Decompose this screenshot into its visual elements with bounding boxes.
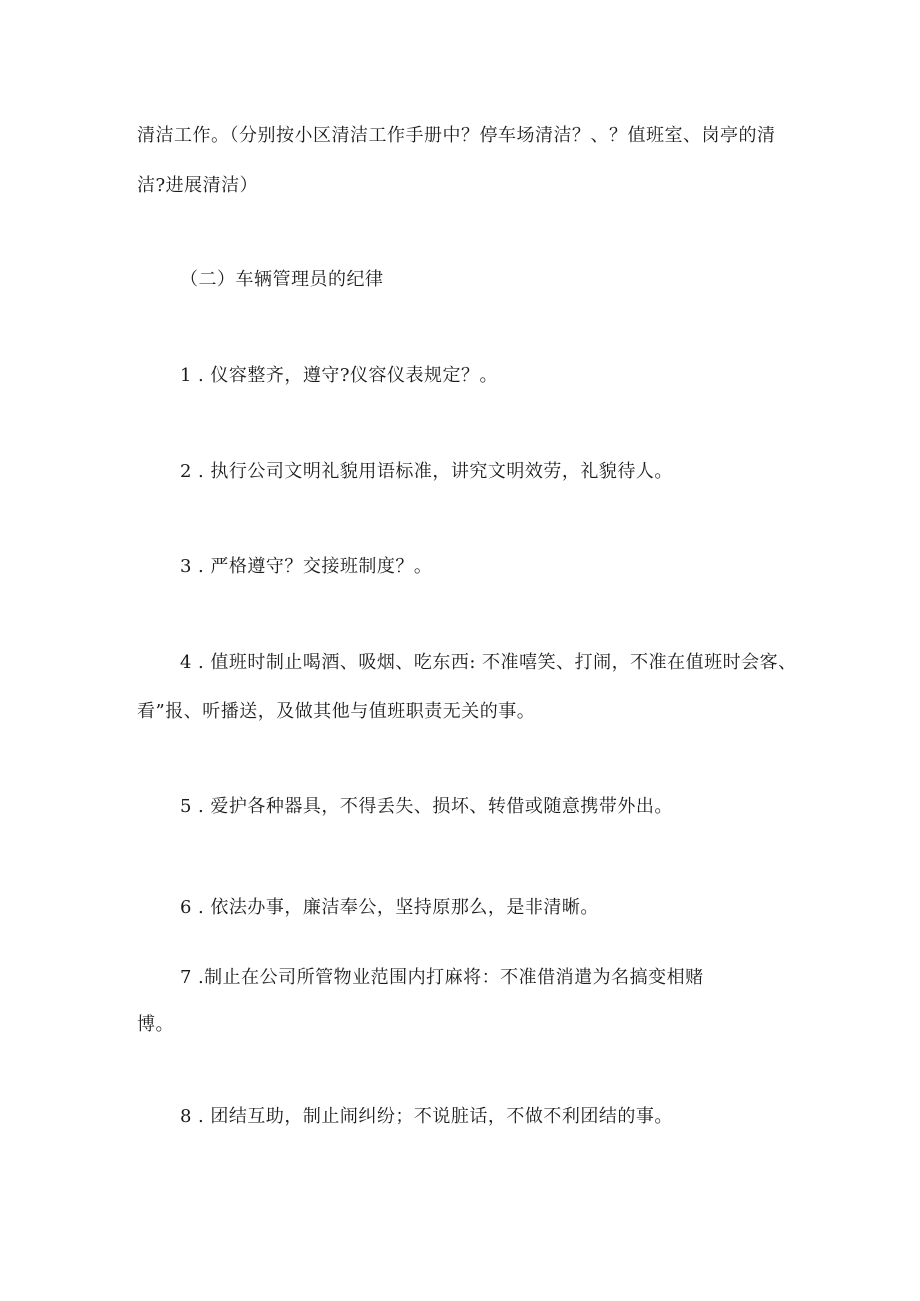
- rule-number: 5: [180, 796, 192, 817]
- rule-text: . 爱护各种器具，不得丢失、损坏、转借或随意携带外出。: [197, 796, 673, 817]
- rule-number: 1: [180, 365, 192, 386]
- rule-text: . 执行公司文明礼貌用语标准，讲究文明效劳，礼貌待人。: [197, 461, 673, 482]
- rule-number: 3: [180, 556, 192, 577]
- rule-text: . 值班时制止喝酒、吸烟、吃东西: 不准嘻笑、打闹，不准在值班时会客、: [197, 652, 797, 673]
- intro-line-1: 清洁工作。（分别按小区清洁工作手册中？停车场清洁？、？值班室、岗亭的清: [137, 125, 776, 146]
- rule-text: . 仪容整齐，遵守?仪容仪表规定？。: [197, 365, 499, 386]
- rule-8: [180, 1105, 673, 1129]
- rule-text: . 依法办事，廉洁奉公，坚持原那么，是非清晰。: [197, 897, 599, 918]
- rule-7-continuation: 博。: [137, 1014, 174, 1035]
- rule-5: [180, 795, 673, 819]
- rule-number: 2: [180, 461, 192, 482]
- rule-number: 4: [180, 652, 192, 673]
- section-heading: （二）车辆管理员的纪律: [180, 269, 384, 290]
- rule-7: [180, 966, 704, 990]
- rule-text: . 团结互助，制止闹纠纷；不说脏话，不做不利团结的事。: [197, 1106, 673, 1127]
- rule-number: 8: [180, 1106, 192, 1127]
- rule-3: [180, 555, 432, 579]
- rule-number: 6: [180, 897, 192, 918]
- rule-6: [180, 896, 599, 920]
- rule-4: [180, 651, 797, 675]
- rule-text: .制止在公司所管物业范围内打麻将：不准借消遣为名搞变相赌: [197, 967, 704, 988]
- rule-1: [180, 364, 498, 388]
- rule-4-continuation: 看”报、听播送，及做其他与值班职责无关的事。: [137, 701, 536, 722]
- intro-line-2: 洁?进展清洁）: [137, 175, 259, 196]
- rule-number: 7: [180, 967, 192, 988]
- rule-2: [180, 460, 673, 484]
- rule-text: . 严格遵守？交接班制度？。: [197, 556, 433, 577]
